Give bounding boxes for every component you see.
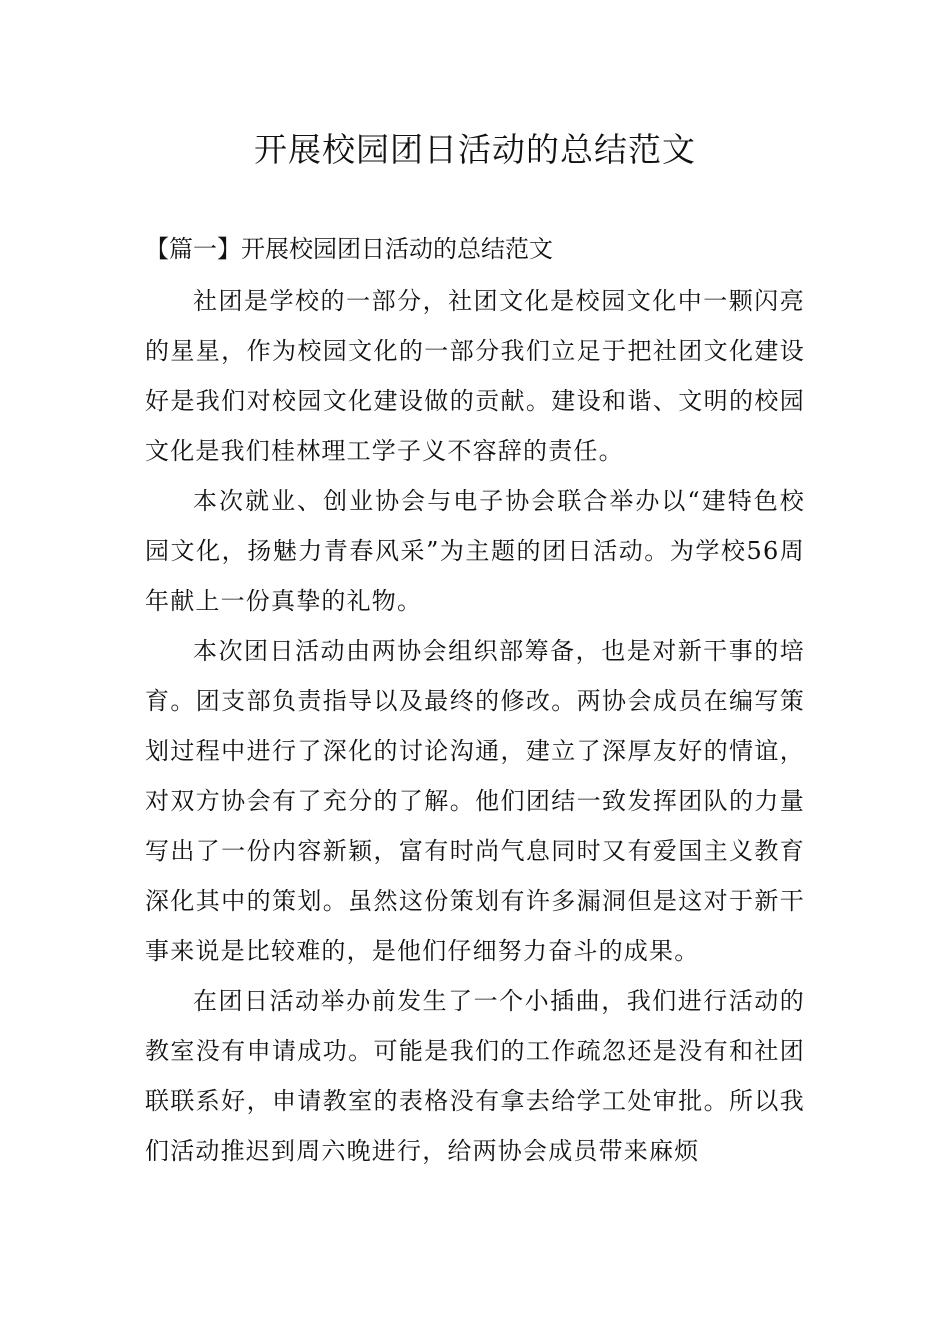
paragraph: 在团日活动举办前发生了一个小插曲，我们进行活动的教室没有申请成功。可能是我们的工作疏忽还是没有和社团联联系好，申请教室的表格没有拿去给学工处审批。所以我们活动推迟到周六晚进行，给两协会成员带来麻烦 xyxy=(145,987,805,1165)
document-title: 开展校园团日活动的总结范文 xyxy=(254,130,696,169)
document-body xyxy=(145,276,805,1176)
section-heading: 【篇一】开展校园团日活动的总结范文 xyxy=(145,235,553,263)
paragraph: 本次就业、创业协会与电子协会联合举办以“建特色校园文化，扬魅力青春风采”为主题的团日活动。为学校56周年献上一份真挚的礼物。 xyxy=(145,487,805,615)
paragraph: 社团是学校的一部分，社团文化是校园文化中一颗闪亮的星星，作为校园文化的一部分我们立足于把社团文化建设好是我们对校园文化建设做的贡献。建设和谐、文明的校园文化是我们桂林理工学子义不容辞的责任。 xyxy=(145,287,805,465)
paragraph: 本次团日活动由两协会组织部筹备，也是对新干事的培育。团支部负责指导以及最终的修改。两协会成员在编写策划过程中进行了深化的讨论沟通，建立了深厚友好的情谊，对双方协会有了充分的了解。他们团结一致发挥团队的力量写出了一份内容新颖，富有时尚气息同时又有爱国主义教育深化其中的策划。虽然这份策划有许多漏洞但是这对于新干事来说是比较难的，是他们仔细努力奋斗的成果。 xyxy=(145,637,805,965)
